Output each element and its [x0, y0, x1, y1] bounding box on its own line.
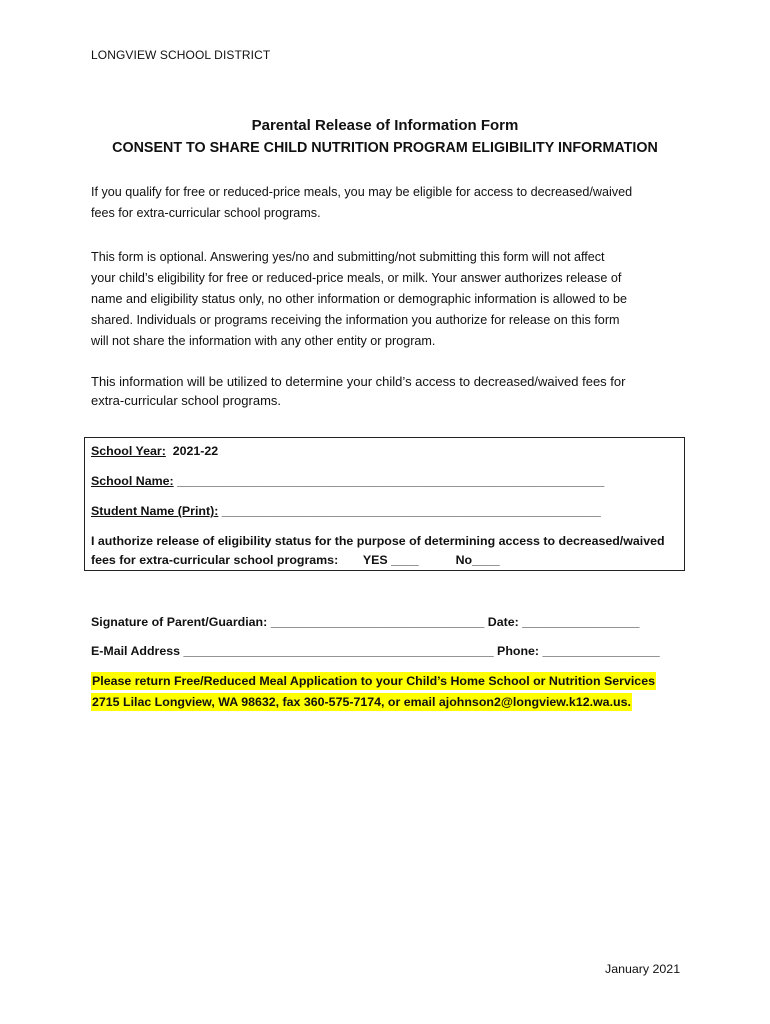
school-name-row: [91, 474, 604, 488]
consent-box: [84, 437, 685, 571]
district-header: LONGVIEW SCHOOL DISTRICT: [91, 48, 271, 62]
school-year-row: [91, 444, 218, 458]
date-label: Date:: [484, 615, 523, 629]
paragraph-line: This information will be utilized to determine your child’s access to decreased/waived fees for: [91, 374, 626, 389]
paragraph-line: your child’s eligibility for free or reduced-price meals, or milk. Your answer authorizes release of: [91, 271, 622, 285]
signature-row: [91, 615, 639, 629]
paragraph-line: shared. Individuals or programs receiving the information you authorize for release on this form: [91, 313, 620, 327]
paragraph-line: If you qualify for free or reduced-price meals, you may be eligible for access to decreased/waived: [91, 185, 633, 199]
signature-label: Signature of Parent/Guardian:: [91, 615, 271, 629]
return-notice-line-2: [91, 695, 632, 709]
school-year-label: School Year:: [91, 444, 166, 458]
contact-row: [91, 644, 660, 658]
paragraph-line: fees for extra-curricular school programs.: [91, 206, 321, 220]
phone-label: Phone:: [493, 644, 543, 658]
no-option-field[interactable]: No____: [455, 553, 500, 567]
school-name-label: School Name:: [91, 474, 174, 488]
optional-form-paragraph: [91, 247, 681, 352]
authorize-choice-row: [91, 553, 500, 567]
date-field[interactable]: _________________: [522, 615, 640, 629]
phone-field[interactable]: _________________: [542, 644, 660, 658]
signature-field[interactable]: _______________________________: [270, 615, 485, 629]
paragraph-line: will not share the information with any other entity or program.: [91, 334, 436, 348]
form-subtitle: CONSENT TO SHARE CHILD NUTRITION PROGRAM ELIGIBILITY INFORMATION: [112, 140, 658, 156]
authorize-statement-end: fees for extra-curricular school programs:: [91, 553, 339, 567]
highlighted-text: 2715 Lilac Longview, WA 98632, fax 360-575-7174, or email ajohnson2@longview.k12.wa.us.: [92, 695, 631, 709]
form-title: Parental Release of Information Form: [251, 117, 519, 134]
eligibility-paragraph: [91, 182, 681, 224]
highlighted-text: Please return Free/Reduced Meal Application to your Child’s Home School or Nutrition Services: [92, 674, 655, 688]
return-notice-line-1: [91, 674, 656, 688]
authorize-statement: I authorize release of eligibility status for the purpose of determining access to decreased/waived: [91, 534, 665, 548]
school-name-field[interactable]: ______________________________________________________________: [173, 474, 605, 488]
paragraph-line: name and eligibility status only, no other information or demographic information is allowed to be: [91, 292, 627, 306]
usage-paragraph: [91, 372, 681, 410]
school-year-value: 2021-22: [165, 444, 219, 458]
paragraph-line: This form is optional. Answering yes/no and submitting/not submitting this form will not affect: [91, 250, 605, 264]
footer-date: January 2021: [605, 962, 681, 976]
student-name-row: [91, 504, 601, 518]
student-name-label: Student Name (Print):: [91, 504, 219, 518]
email-field[interactable]: _____________________________________________: [183, 644, 494, 658]
email-label: E-Mail Address: [91, 644, 184, 658]
yes-option-field[interactable]: YES ____: [362, 553, 419, 567]
student-name-field[interactable]: _______________________________________________________: [218, 504, 601, 518]
paragraph-line: extra-curricular school programs.: [91, 393, 282, 408]
